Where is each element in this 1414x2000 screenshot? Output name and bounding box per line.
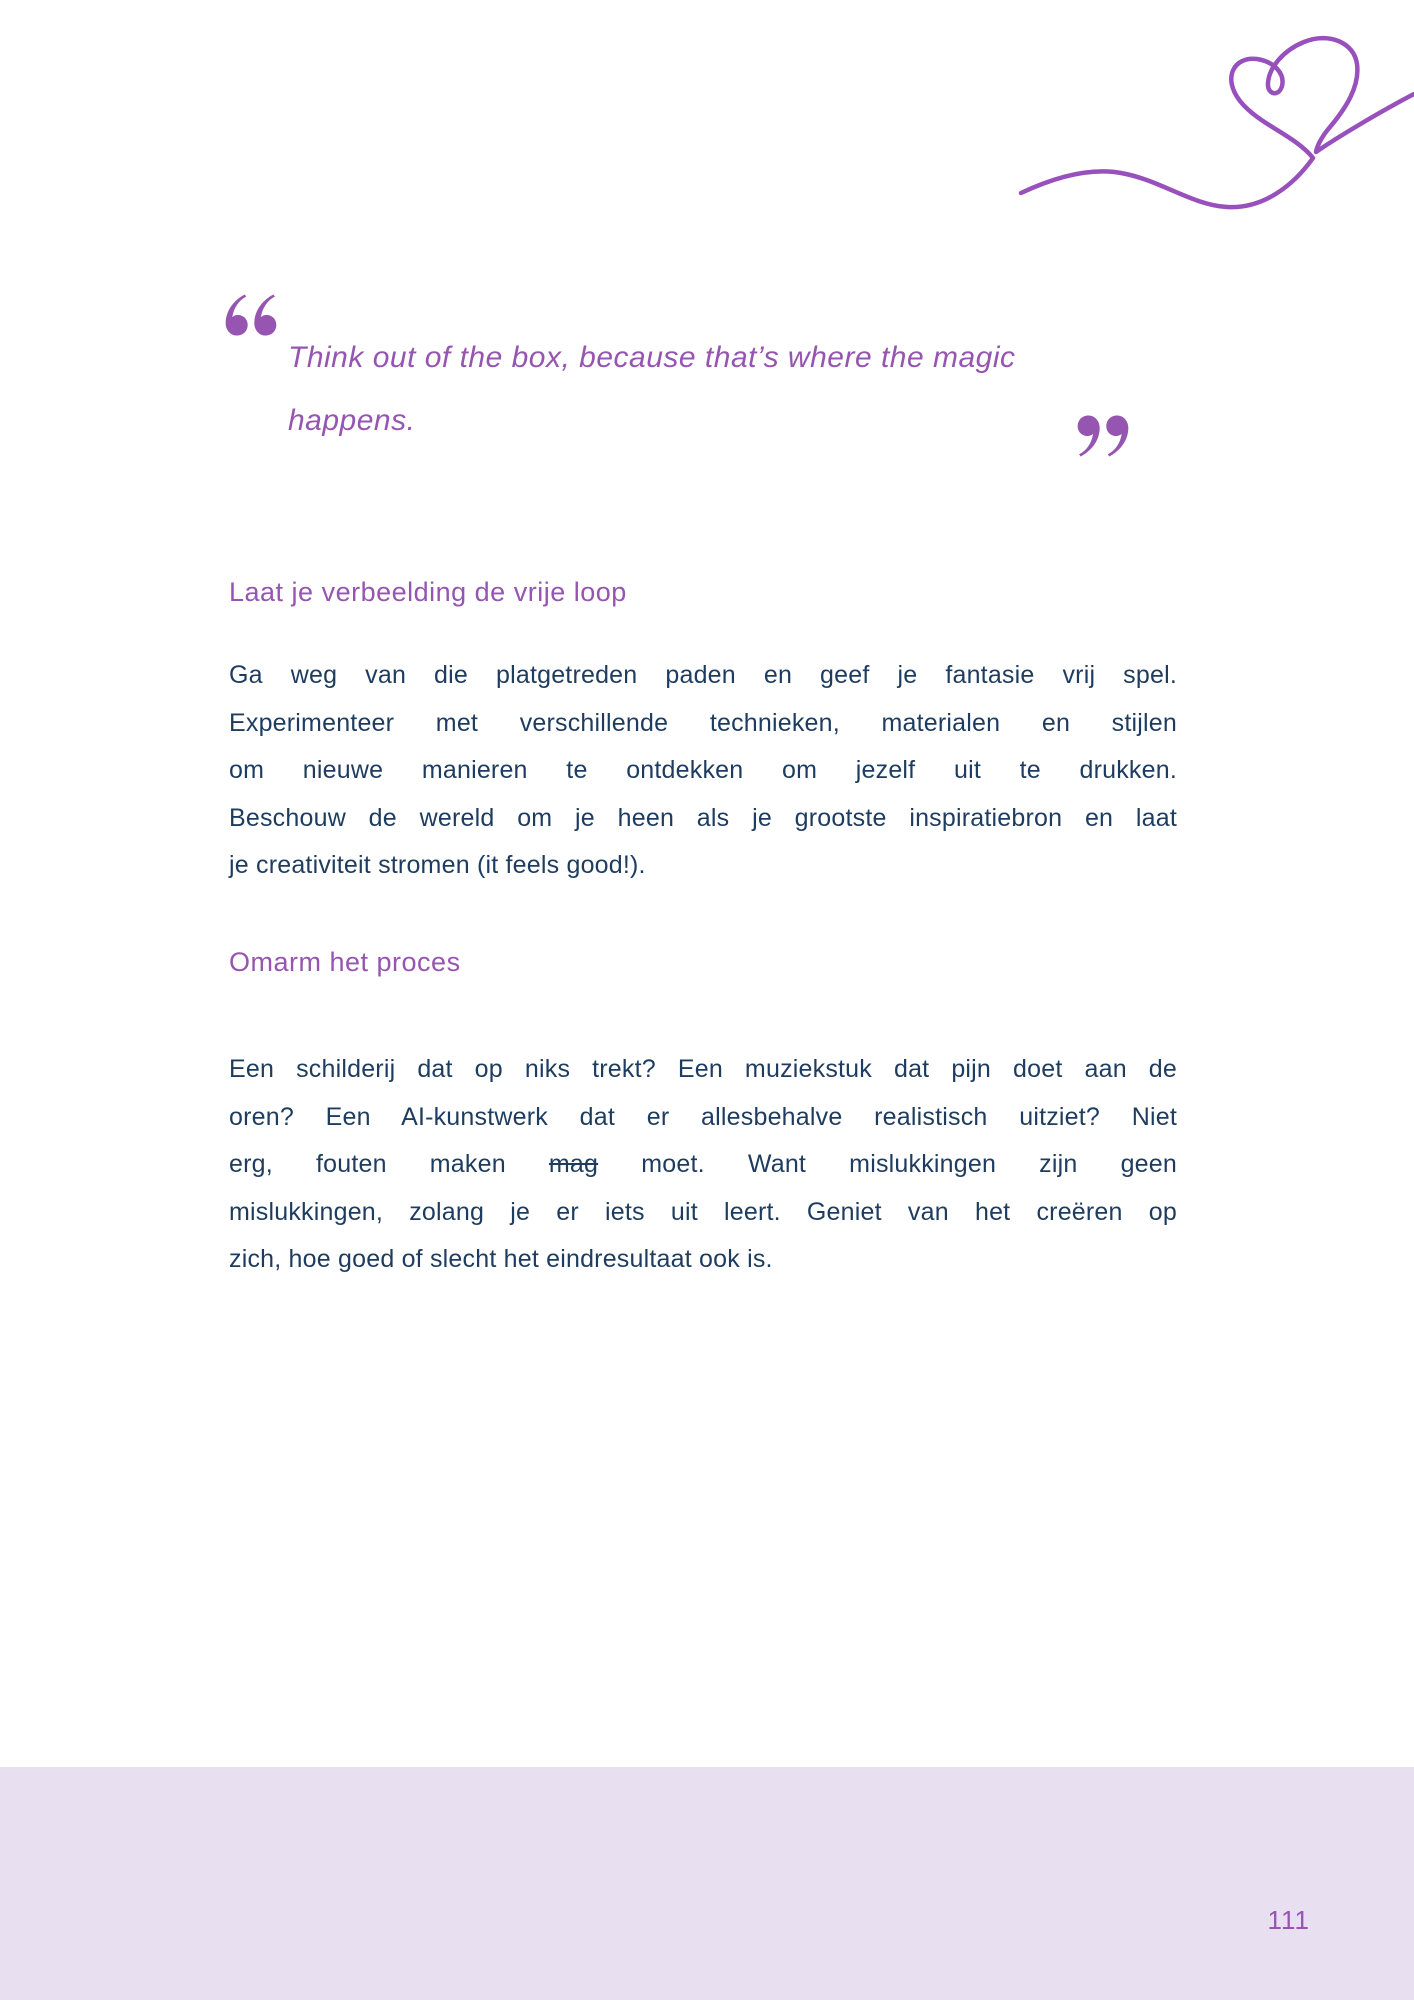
- paragraph-line: oren? Een AI-kunstwerk dat er allesbehalve realistisch uitziet? Niet: [229, 1102, 1177, 1131]
- paragraph-line: je creativiteit stromen (it feels good!).: [229, 851, 646, 879]
- paragraph-line: zich, hoe goed of slecht het eindresultaat ook is.: [229, 1245, 773, 1273]
- pull-quote-line: Think out of the box, because that’s where the magic: [288, 341, 1016, 374]
- struck-word: mag: [548, 1150, 599, 1178]
- paragraph-line: mislukkingen, zolang je er iets uit leert. Geniet van het creëren op: [229, 1197, 1177, 1226]
- paragraph-verbeelding: [229, 652, 1177, 890]
- paragraph-line: Beschouw de wereld om je heen als je grootste inspiratiebron en laat: [229, 803, 1177, 832]
- paragraph-line: Experimenteer met verschillende technieken, materialen en stijlen: [229, 708, 1177, 737]
- pull-quote-line: happens.: [288, 404, 416, 437]
- paragraph-line: om nieuwe manieren te ontdekken om jezelf uit te drukken.: [229, 756, 1177, 784]
- heart-doodle-icon: [1000, 0, 1414, 220]
- pull-quote: [288, 326, 1158, 452]
- open-quote-icon: [222, 292, 280, 338]
- paragraph-line: Een schilderij dat op niks trekt? Een muziekstuk dat pijn doet aan de: [229, 1055, 1177, 1083]
- strike-line-pre: erg, fouten maken: [229, 1150, 506, 1178]
- strike-line-post: moet. Want mislukkingen zijn geen: [641, 1150, 1177, 1178]
- paragraph-line-with-strike: [229, 1141, 1177, 1189]
- section-heading-proces: Omarm het proces: [229, 947, 461, 977]
- close-quote-icon: [1074, 413, 1132, 459]
- paragraph-line: Ga weg van die platgetreden paden en geef je fantasie vrij spel.: [229, 661, 1177, 689]
- paragraph-proces: [229, 1046, 1177, 1284]
- section-heading-verbeelding: Laat je verbeelding de vrije loop: [229, 577, 627, 607]
- page-number: 111: [1267, 1905, 1310, 1935]
- footer-band: [0, 1767, 1414, 2000]
